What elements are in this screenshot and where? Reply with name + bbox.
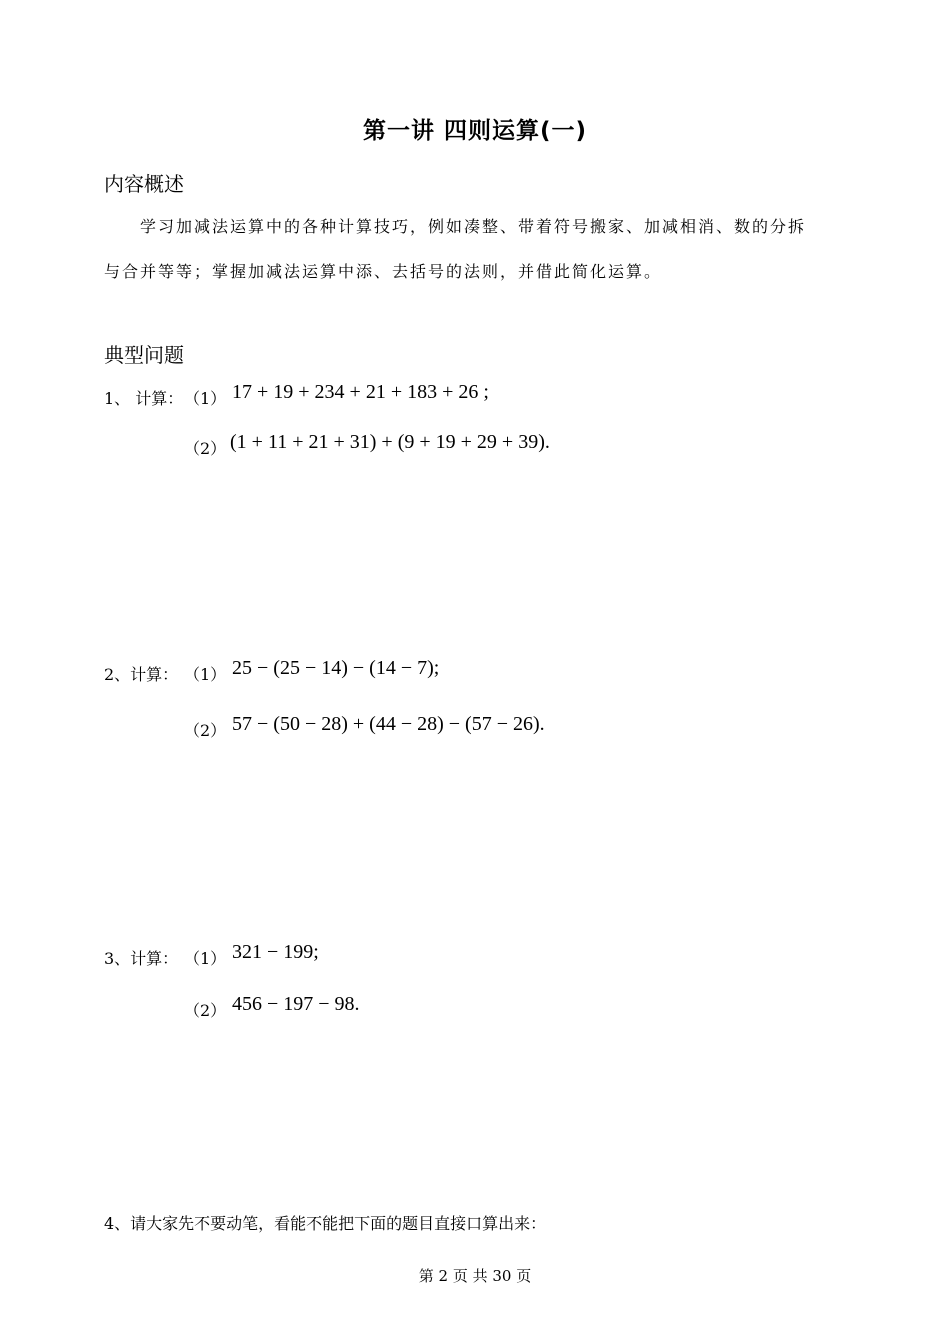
problem-4-label: 4、请大家先不要动笔，看能不能把下面的题目直接口算出来： <box>104 1214 547 1233</box>
overview-line-2: 与合并等等；掌握加减法运算中添、去括号的法则，并借此简化运算。 <box>104 262 663 281</box>
problem-2-part-2-expr: 57 − (50 − 28) + (44 − 28) − (57 − 26). <box>232 713 545 735</box>
problem-1-label: 1、 计算： <box>104 389 184 408</box>
typical-heading: 典型问题 <box>104 343 184 367</box>
page-title: 第一讲 四则运算(一) <box>362 118 588 144</box>
problem-1-part-1-expr: 17 + 19 + 234 + 21 + 183 + 26 ; <box>232 381 489 403</box>
problem-1-part-1-tag: （1） <box>184 389 227 408</box>
problem-3-part-2-expr: 456 − 197 − 98. <box>232 993 360 1015</box>
problem-2-part-1-expr: 25 − (25 − 14) − (14 − 7); <box>232 657 440 679</box>
problem-2-part-2-tag: （2） <box>184 721 227 740</box>
problem-3-label: 3、计算： <box>104 949 179 968</box>
page-footer: 第 2 页 共 30 页 <box>418 1267 532 1285</box>
problem-3-part-2-tag: （2） <box>184 1001 227 1020</box>
problem-3-part-1-expr: 321 − 199; <box>232 941 319 963</box>
problem-2-label: 2、计算： <box>104 665 179 684</box>
overview-heading: 内容概述 <box>104 172 184 196</box>
problem-1-part-2-tag: （2） <box>184 439 227 458</box>
problem-2-part-1-tag: （1） <box>184 665 227 684</box>
problem-1-part-2-expr: (1 + 11 + 21 + 31) + (9 + 19 + 29 + 39). <box>230 431 550 453</box>
problem-3-part-1-tag: （1） <box>184 949 227 968</box>
overview-line-1: 学习加减法运算中的各种计算技巧，例如凑整、带着符号搬家、加减相消、数的分拆 <box>140 217 807 236</box>
